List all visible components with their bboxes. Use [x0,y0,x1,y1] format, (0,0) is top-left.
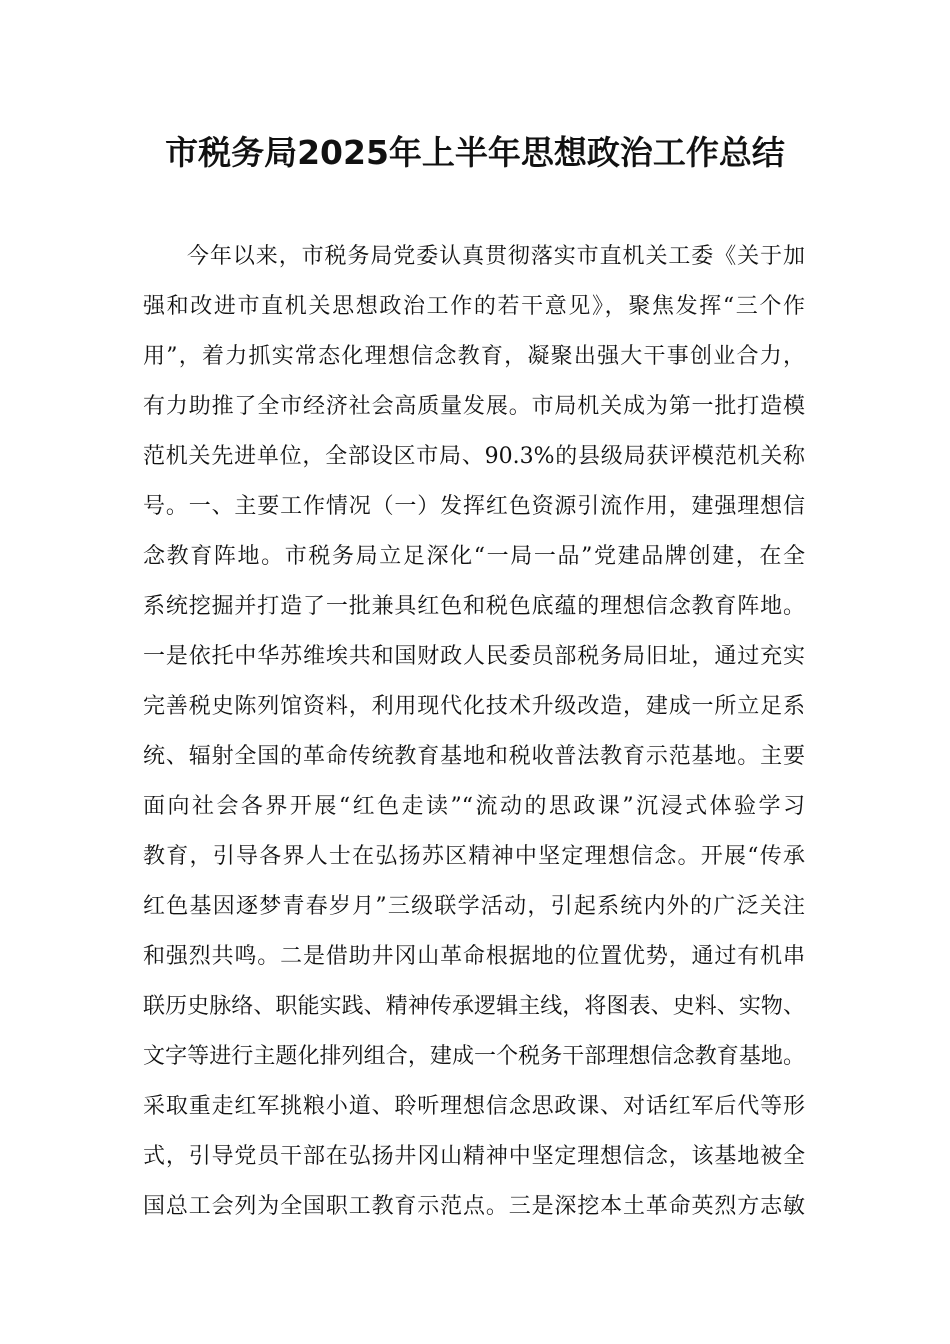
document-body [143,232,805,1232]
body-line: 联历史脉络、职能实践、精神传承逻辑主线，将图表、史料、实物、 [143,994,805,1019]
body-line: 国总工会列为全国职工教育示范点。三是深挖本土革命英烈方志敏 [143,1194,805,1219]
body-line: 范机关先进单位，全部设区市局、90.3%的县级局获评模范机关称 [143,444,805,469]
body-line: 有力助推了全市经济社会高质量发展。市局机关成为第一批打造模 [143,394,805,419]
body-line: 面向社会各界开展“红色走读”“流动的思政课”沉浸式体验学习 [143,794,805,819]
body-line: 和强烈共鸣。二是借助井冈山革命根据地的位置优势，通过有机串 [143,944,805,969]
body-line: 今年以来，市税务局党委认真贯彻落实市直机关工委《关于加 [187,244,805,269]
body-line: 文字等进行主题化排列组合，建成一个税务干部理想信念教育基地。 [143,1044,805,1069]
body-line: 完善税史陈列馆资料，利用现代化技术升级改造，建成一所立足系 [143,694,805,719]
body-line: 采取重走红军挑粮小道、聆听理想信念思政课、对话红军后代等形 [143,1094,805,1119]
document-title: 市税务局2025年上半年思想政治工作总结 [165,133,785,172]
body-line: 教育，引导各界人士在弘扬苏区精神中坚定理想信念。开展“传承 [143,844,805,869]
body-line: 念教育阵地。市税务局立足深化“一局一品”党建品牌创建，在全 [143,544,805,569]
body-line: 统、辐射全国的革命传统教育基地和税收普法教育示范基地。主要 [143,744,805,769]
body-line: 式，引导党员干部在弘扬井冈山精神中坚定理想信念，该基地被全 [143,1144,805,1169]
body-line: 一是依托中华苏维埃共和国财政人民委员部税务局旧址，通过充实 [143,644,805,669]
body-line: 系统挖掘并打造了一批兼具红色和税色底蕴的理想信念教育阵地。 [143,594,805,619]
body-line: 强和改进市直机关思想政治工作的若干意见》，聚焦发挥“三个作 [143,294,805,319]
body-line: 号。一、主要工作情况（一）发挥红色资源引流作用，建强理想信 [143,494,805,519]
body-line: 用”，着力抓实常态化理想信念教育，凝聚出强大干事创业合力， [143,344,805,369]
body-line: 红色基因逐梦青春岁月”三级联学活动，引起系统内外的广泛关注 [143,894,805,919]
